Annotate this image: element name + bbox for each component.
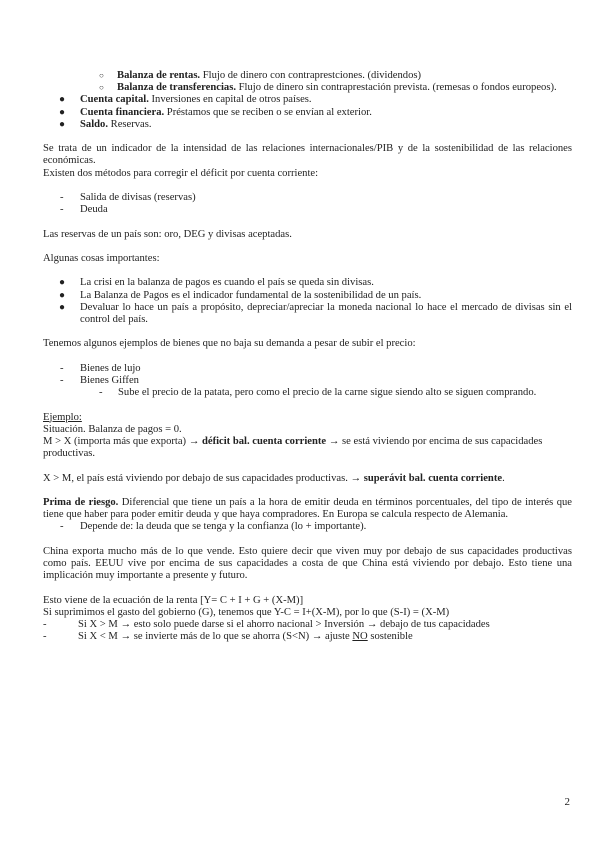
list-item	[43, 290, 572, 302]
term-description: Flujo de dinero con contraprestciones. (dividendos)	[200, 70, 422, 81]
list-item	[43, 521, 572, 533]
term: Cuenta financiera.	[80, 106, 165, 118]
spacer	[43, 399, 572, 411]
term: Saldo.	[80, 118, 108, 130]
reserves-paragraph: Las reservas de un país son: oro, DEG y divisas aceptadas.	[43, 228, 292, 240]
list-item-text: Deuda	[80, 204, 108, 216]
text: Si X < M → se invierte más de lo que se ahorra (S<N) → ajuste	[78, 631, 353, 643]
list-item-text: Sube el precio de la patata, pero como el precio de la carne sigue siendo alto se siguen comprando.	[118, 387, 537, 399]
dash-bullet-icon: -	[43, 631, 47, 643]
equation-line: Esto viene de la ecuación de la renta [Y= C + I + G + (X-M)]	[43, 594, 304, 606]
risk-sublist	[43, 521, 572, 533]
term: Balanza de transferencias.	[117, 82, 236, 94]
spacer	[43, 241, 572, 253]
spacer	[43, 485, 572, 497]
list-item-text: Bienes de lujo	[80, 362, 141, 374]
example-deficit-line	[43, 436, 572, 460]
dash-bullet-icon: -	[60, 374, 64, 386]
deficit-term: déficit bal. cuenta corriente	[201, 435, 327, 447]
spacer	[43, 265, 572, 277]
circle-bullet-icon: ○	[99, 83, 104, 93]
spacer	[43, 131, 572, 143]
important-title: Algunas cosas importantes:	[43, 252, 160, 264]
accounts-list	[43, 94, 572, 131]
list-item-text: Devaluar lo hace un país a propósito, depreciar/apreciar la moneda nacional lo hace el mercado de divisas sin el control del país.	[80, 301, 572, 325]
list-item	[43, 631, 572, 643]
text: X > M, el país está viviendo por debajo de sus capacidades productivas. →	[43, 472, 364, 484]
surplus-term: superávit bal. cuenta corriente	[363, 472, 503, 484]
methods-intro: Existen dos métodos para corregir el déficit por cuenta corriente:	[43, 167, 319, 179]
china-paragraph: China exporta mucho más de lo que vende. Esto quiere decir que viven muy por debajo de sus capacidades productivas como país. EEUU vive por encima de sus capacidades a costa de que China está viviendo por debajo. Esto tiene una implicación muy importante a presente y futuro.	[43, 545, 572, 582]
list-item-text: Si X > M → esto solo puede darse si el ahorro nacional > Inversión → debajo de tus capacidades	[78, 618, 490, 630]
list-item	[43, 375, 572, 387]
list-item	[43, 192, 572, 204]
bullet-icon: ●	[59, 94, 66, 106]
example-situation: Situación. Balanza de pagos = 0.	[43, 423, 182, 435]
dash-bullet-icon: -	[43, 618, 47, 630]
term-description: Flujo de dinero sin contraprestación prevista. (remesas o fondos europeos).	[235, 82, 557, 94]
term: Prima de riesgo.	[43, 496, 119, 508]
indicator-paragraph: Se trata de un indicador de la intensidad de las relaciones internacionales/PIB y de la sostenibilidad de las relaciones económicas.	[43, 143, 572, 167]
text: M > X (importa más que exporta) →	[43, 435, 202, 447]
spacer	[43, 460, 572, 472]
goods-intro: Tenemos algunos ejemplos de bienes que no baja su demanda a pesar de subir el precio:	[43, 338, 416, 350]
list-item-saldo	[43, 119, 572, 131]
list-item-cuenta-financiera	[43, 107, 572, 119]
list-item-giffen-note	[43, 387, 572, 399]
list-item-text: La crisi en la balanza de pagos es cuando el país se queda sin divisas.	[80, 277, 374, 289]
list-item-balanza-transferencias	[43, 82, 572, 94]
bullet-icon: ●	[59, 289, 66, 301]
list-item	[43, 363, 572, 375]
circle-bullet-icon: ○	[99, 71, 104, 80]
methods-list	[43, 192, 572, 216]
term: Cuenta capital.	[80, 94, 149, 106]
list-item	[43, 302, 572, 326]
bullet-icon: ●	[59, 106, 66, 118]
text: → se está viviendo por encima de sus capacidades productivas.	[43, 435, 543, 460]
list-item-text: Depende de: la deuda que se tenga y la confianza (lo + importante).	[80, 521, 367, 533]
risk-premium-paragraph	[43, 497, 572, 521]
goods-list	[43, 363, 572, 400]
dash-bullet-icon: -	[99, 387, 103, 399]
example-surplus-line	[43, 473, 572, 485]
page-number: 2	[564, 796, 570, 808]
important-list	[43, 277, 572, 326]
term-description: Reservas.	[107, 118, 152, 130]
dash-bullet-icon: -	[60, 521, 64, 533]
list-item-balanza-rentas	[43, 70, 572, 82]
term: Balanza de rentas.	[117, 70, 201, 81]
list-item-text: Salida de divisas (reservas)	[80, 192, 196, 203]
spacer	[43, 216, 572, 228]
bullet-icon: ●	[59, 277, 66, 289]
list-item-cuenta-capital	[43, 94, 572, 106]
underlined-no: NO	[352, 631, 368, 643]
term-description: Diferencial que tiene un país a la hora de emitir deuda en términos porcentuales, del tipo de interés que tiene que haber para poder emitir deuda y que haya compradores. En Europa se calcula respecto de Alemania.	[43, 496, 572, 521]
spacer	[43, 326, 572, 338]
spacer	[43, 582, 572, 594]
list-item-text: Bienes Giffen	[80, 374, 139, 386]
text: .	[502, 472, 505, 484]
text: sostenible	[367, 631, 413, 643]
list-item	[43, 619, 572, 631]
dash-bullet-icon: -	[60, 204, 64, 216]
dash-bullet-icon: -	[60, 192, 64, 203]
bullet-icon: ●	[59, 301, 66, 313]
balance-sublist	[43, 70, 572, 94]
list-item	[43, 204, 572, 216]
spacer	[43, 351, 572, 363]
term-description: Préstamos que se reciben o se envían al exterior.	[164, 106, 372, 118]
example-heading: Ejemplo:	[43, 411, 82, 423]
spacer	[43, 534, 572, 546]
bullet-icon: ●	[59, 118, 66, 130]
list-item-text: La Balanza de Pagos es el indicador fundamental de la sostenibilidad de un país.	[80, 289, 422, 301]
equation-cases	[43, 619, 572, 643]
dash-bullet-icon: -	[60, 362, 64, 374]
list-item	[43, 277, 572, 289]
equation-derivation: Si suprimimos el gasto del gobierno (G), tenemos que Y-C = I+(X-M), por lo que (S-I) = (X-M)	[43, 606, 450, 618]
term-description: Inversiones en capital de otros países.	[148, 94, 312, 106]
spacer	[43, 180, 572, 192]
